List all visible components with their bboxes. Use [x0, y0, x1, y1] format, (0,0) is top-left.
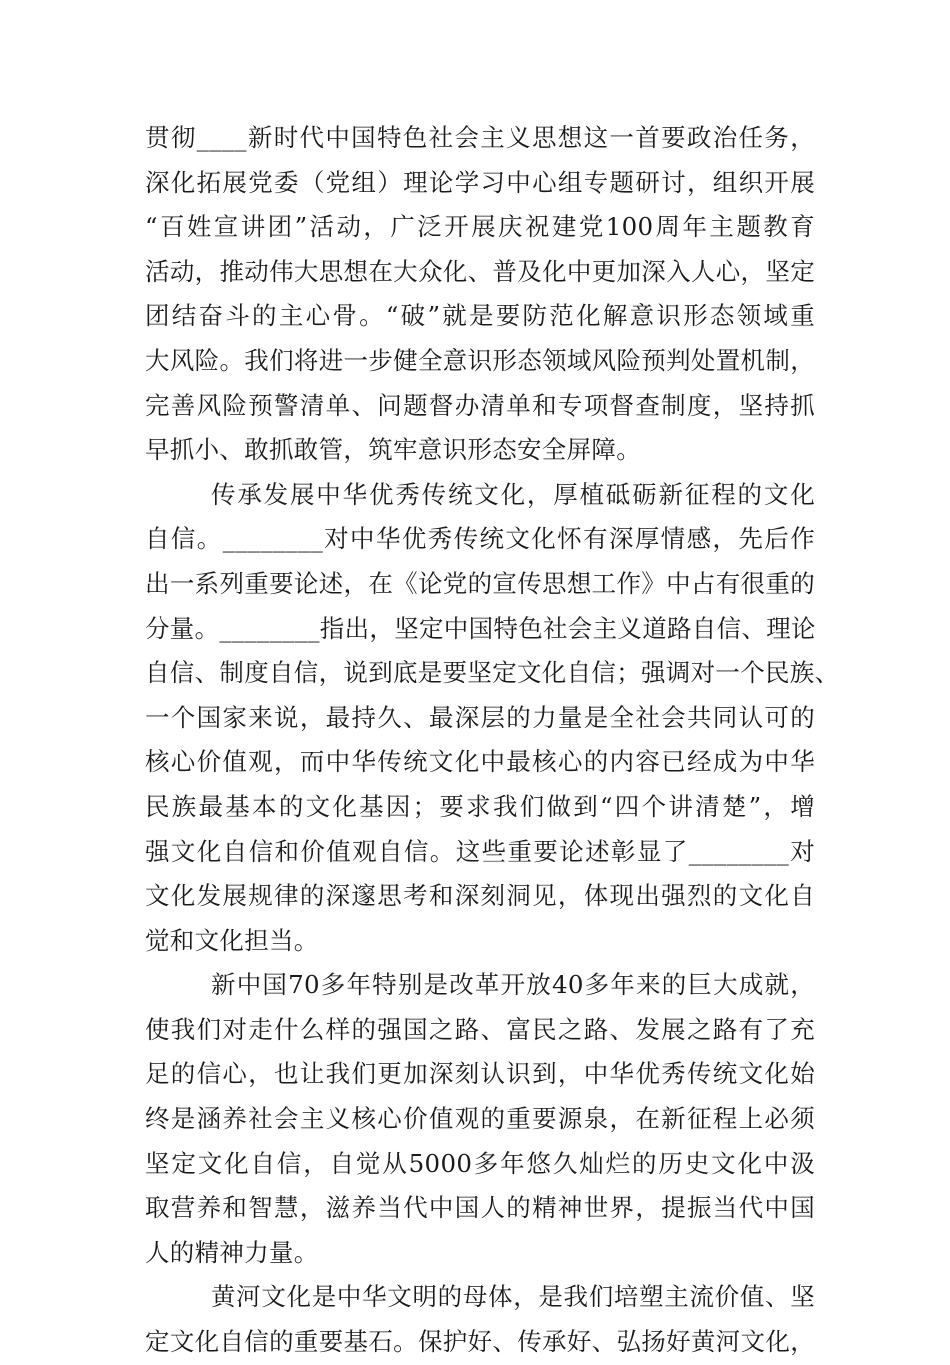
- text-line: 自信。________对中华优秀传统文化怀有深厚情感，先后作: [145, 524, 815, 554]
- text-line: 活动，推动伟大思想在大众化、普及化中更加深入人心，坚定: [145, 256, 815, 286]
- body-text: [145, 116, 840, 1365]
- text-line: 定文化自信的重要基石。保护好、传承好、弘扬好黄河文化，: [145, 1327, 815, 1357]
- text-line: 早抓小、敢抓敢管，筑牢意识形态安全屏障。: [145, 435, 641, 465]
- text-line: 团结奋斗的主心骨。“破”就是要防范化解意识形态领域重: [145, 301, 815, 331]
- text-line: 强文化自信和价值观自信。这些重要论述彰显了________对: [145, 836, 815, 866]
- text-line: 取营养和智慧，滋养当代中国人的精神世界，提振当代中国: [145, 1193, 815, 1223]
- text-line: 一个国家来说，最持久、最深层的力量是全社会共同认可的: [145, 702, 815, 732]
- text-line: 自信、制度自信，说到底是要坚定文化自信；强调对一个民族、: [145, 658, 840, 688]
- text-line: 贯彻____新时代中国特色社会主义思想这一首要政治任务，: [145, 123, 815, 152]
- text-line: 终是涵养社会主义核心价值观的重要源泉，在新征程上必须: [145, 1104, 815, 1134]
- text-line: 分量。________指出，坚定中国特色社会主义道路自信、理论: [145, 613, 816, 643]
- text-line: 完善风险预警清单、问题督办清单和专项督查制度，坚持抓: [145, 390, 815, 420]
- text-line: 大风险。我们将进一步健全意识形态领域风险预判处置机制，: [145, 345, 815, 375]
- text-line: 民族最基本的文化基因；要求我们做到“四个讲清楚”，增: [145, 791, 815, 821]
- text-line: 核心价值观，而中华传统文化中最核心的内容已经成为中华: [145, 747, 815, 777]
- text-line: 坚定文化自信，自觉从5000多年悠久灿烂的历史文化中汲: [145, 1148, 815, 1178]
- text-line: 黄河文化是中华文明的母体，是我们培塑主流价值、坚: [211, 1282, 815, 1312]
- text-line: 文化发展规律的深邃思考和深刻洞见，体现出强烈的文化自: [145, 881, 815, 911]
- text-line: 觉和文化担当。: [145, 925, 319, 955]
- text-line: “百姓宣讲团”活动，广泛开展庆祝建党100周年主题教育: [145, 212, 815, 242]
- text-line: 人的精神力量。: [145, 1237, 319, 1267]
- text-line: 传承发展中华优秀传统文化，厚植砥砺新征程的文化: [211, 479, 815, 509]
- text-line: 出一系列重要论述，在《论党的宣传思想工作》中占有很重的: [145, 568, 815, 598]
- text-line: 新中国70多年特别是改革开放40多年来的巨大成就，: [211, 970, 815, 1000]
- text-line: 足的信心，也让我们更加深刻认识到，中华优秀传统文化始: [145, 1059, 815, 1089]
- text-line: 深化拓展党委（党组）理论学习中心组专题研讨，组织开展: [145, 167, 815, 197]
- text-line: 使我们对走什么样的强国之路、富民之路、发展之路有了充: [145, 1014, 815, 1044]
